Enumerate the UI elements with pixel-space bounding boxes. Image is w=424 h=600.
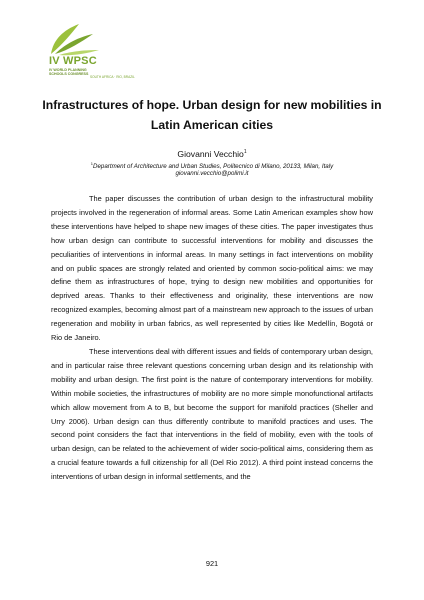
affiliation-text: Department of Architecture and Urban Studies, Politecnico di Milano, 20133, Milan, Italy xyxy=(93,163,334,171)
author-superscript: 1 xyxy=(243,149,247,155)
paragraph: The paper discusses the contribution of urban design to the infrastructural mobility projects involved in the regeneration of informal areas. Some Latin American examples show how these interventions have helped to shape new images of these cities. The paper investigates thus how urban design can contribute to successful interventions for mobility and discusses the peculiarities of interventions in informal areas. In many settings in fact interventions on mobility and on public spaces are strongly related and oriented by common socio-political aims: we may define them as infrastructures of hope, trying to design new mobilities and opportunities for deprived areas. Thanks to their effectiveness and originality, these interventions are now recognized examples, becoming almost part of a mainstream new approach to the issues of urban regeneration and mobility in urban fabrics, as well represented by cities like Medellín, Bogotá or Rio de Janeiro. xyxy=(51,194,373,343)
author-email: giovanni.vecchio@polimi.it xyxy=(175,170,249,177)
logo-title: IV WPSC xyxy=(49,55,97,67)
leaf-logo-icon xyxy=(49,20,109,56)
conference-logo xyxy=(49,20,169,82)
author-line xyxy=(60,147,364,160)
affiliation-superscript: 1 xyxy=(90,161,94,166)
page-number: 921 xyxy=(205,559,219,568)
paragraph: These interventions deal with different issues and fields of contemporary urban design, and in particular raise three relevant questions concerning urban design and its relationship with mobility and urban design. The first point is the nature of contemporary interventions for mobility. Within mobile societies, the infrastructures of mobility are no more simple monofunctional artifacts which allow movement from A to B, but become the support for manifold practices (Sheller and Urry 2006). Urban design can thus differently contribute to manifold practices and uses. The second point considers the fact that interventions in the field of mobility, even with the tools of urban design, can be related to the achievement of wider socio-political aims, considering them as a crucial feature towards a full citizenship for all (Del Rio 2012). A third point instead concerns the interventions of urban design in informal settlements, and the xyxy=(51,346,373,482)
logo-location: SOUTH AFRICA · RIO, BRAZIL xyxy=(90,75,135,79)
body-text xyxy=(51,192,373,484)
logo-subtitle: IV WORLD PLANNING SCHOOLS CONGRESS xyxy=(49,68,89,77)
author-name: Giovanni Vecchio xyxy=(177,148,244,159)
paper-title: Infrastructures of hope. Urban design for new mobilities in Latin American cities xyxy=(42,98,382,132)
